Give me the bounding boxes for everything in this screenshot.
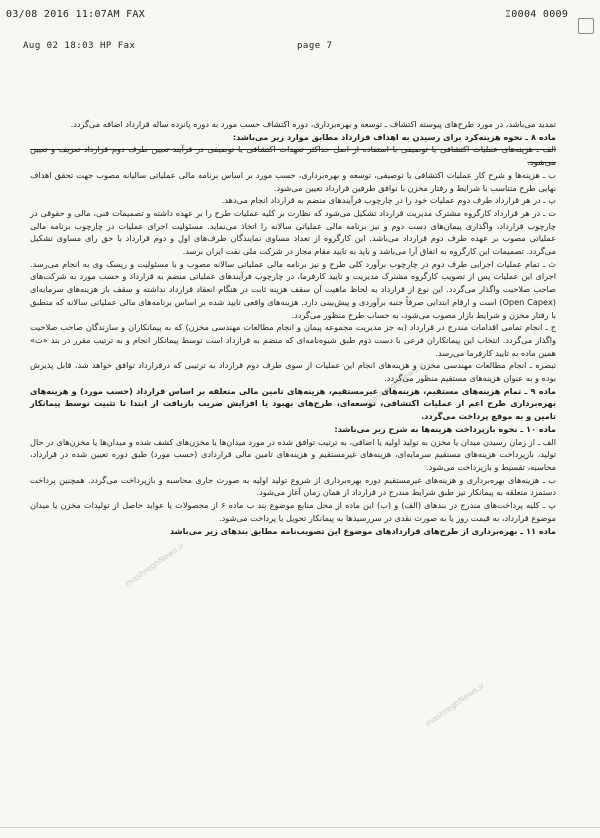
article-11-title: ماده ۱۱ ـ بهره‌برداری از طرح‌های قراردادهای موضوع این تصویب‌نامه مطابق بندهای زیر می‌باشد [169, 525, 556, 536]
watermark: mashreghNews.ir [423, 680, 487, 729]
paragraph: الف ـ از زمان رسیدن میدان یا مخزن به تولید اولیه یا اضافی، به ترتیب توافق شده در مورد میدان‌ها یا مخزن‌های کشف شده و میدان‌ها یا مخزن‌های در حال تولید، بازپرداخت هزینه‌های مستقیم سرمایه‌ای، هزینه‌های غیرمستقیم و هزینه‌های تامین مالی قراردادی (حسب مورد) طبق دوره تعیین شده در قرارداد، محاسبه، تقسیط و بازپرداخت می‌شود. [30, 436, 556, 472]
fax-corner-mark [578, 18, 594, 34]
document-body [30, 118, 556, 537]
fax-header-datetime: 03/08 2016 11:07AM FAX [6, 9, 146, 20]
article-9: ماده ۹ ـ تمام هزینه‌های مستقیم، هزینه‌های غیرمستقیم، هزینه‌های تامین مالی متعلقه بر اساس قرارداد (حسب مورد) و هزینه‌های بهره‌برداری طرح اعم از عملیات اکتشافی، توسعه‌ای، طرح‌های بهبود یا افزایش ضریب بازیافت از ابتدا تا تثبیت توسط پیمانکار تامین و به موقع پرداخت می‌گردد. [30, 385, 556, 422]
paragraph: ت ـ در هر قرارداد کارگروه مشترک مدیریت قرارداد تشکیل می‌شود که نظارت بر کلیه عملیات طرح را بر عهده داشته و تصمیمات فنی، مالی و حقوقی در چارچوب قرارداد، واگذاری پیمان‌های دست دوم و نیز برنامه مالی عملیاتی سالانه را اتخاذ می‌نماید. مسئولیت اجرای عملیات در چارچوب برنامه مالی عملیاتی مصوب بر عهده طرف دوم قرارداد می‌باشد. این کارگروه از تعداد مساوی نمایندگان طرف‌های اول و دوم قرارداد با حق رای مساوی تشکیل می‌گردد. تصمیمات این کارگروه به اتفاق آرا می‌باشد و باید به تایید مقام مجاز در شرکت ملی نفت ایران برسد. [30, 207, 556, 257]
watermark: mashreghNews.ir [123, 540, 187, 589]
paragraph: ث ـ تمام عملیات اجرایی طرف دوم در چارچوب برآورد کلی طرح و نیز برنامه مالی عملیاتی سالانه مصوب و با مسئولیت و ریسک وی به انجام می‌رسد. اجرای این عملیات پس از تصویب کارگروه مشترک مدیریت و تایید کارفرما، در چارچوب فرآیندهای عملیاتی منضم به قرارداد و حسب مورد به شرکت‌های صاحب صلاحیت واگذار می‌گردد. این نوع از قرارداد به لحاظ ماهیت آن سقف هزینه ثابت در هنگام انعقاد قرارداد نداشته و سقف باز هزینه‌های سرمایه‌ای (Open Capex) است و ارقام ابتدایی صرفاً جنبه برآوردی و پیش‌بینی دارد. هزینه‌های واقعی تایید شده بر اساس برنامه‌های مالی عملیاتی سالانه که منطبق با رفتار مخزن و شرایط بازار مصوب می‌شود، به حساب طرح منظور می‌گردد. [30, 258, 556, 320]
paragraph: پ ـ در هر قرارداد طرف دوم عملیات خود را در چارچوب فرآیندهای منضم به قرارداد انجام می‌دهد. [221, 195, 556, 206]
paragraph: تبصره ـ انجام مطالعات مهندسی مخزن و هزینه‌های انجام این عملیات از سوی طرف دوم قرارداد به ترتیبی که درقرارداد توافق خواهد شد، قابل پذیرش بوده و به عنوان هزینه‌های مستقیم منظور می‌گردد. [30, 360, 556, 384]
article-10-title: ماده ۱۰ ـ نحوه بازپرداخت هزینه‌ها به شرح زیر می‌باشد: [334, 423, 556, 434]
fax-sub-header-datetime: Aug 02 18:03 HP Fax [23, 41, 136, 51]
paragraph: ب ـ هزینه‌های بهره‌برداری و هزینه‌های غیرمستقیم دوره بهره‌برداری از شروع تولید اولیه به صورت جاری محاسبه و بازپرداخت می‌گردد. همچنین پرداخت دستمزد متعلقه به پیمانکار نیز طبق شرایط مندرج در قرارداد از همان زمان آغاز می‌شود. [30, 474, 556, 498]
paragraph: ب ـ هزینه‌ها و شرح کار عملیات اکتشافی یا توصیفی، توسعه و بهره‌برداری، حسب مورد بر اساس برنامه مالی عملیاتی سالیانه مصوب جهت تحقق اهداف نهایی طرح متناسب با شرایط و رفتار مخزن با توافق طرفین قرارداد تعیین می‌شود. [30, 169, 556, 193]
fax-header-code: ⑄0004 0009 [505, 9, 569, 20]
watermark: mashreghNews.ir [363, 360, 427, 409]
paragraph-struck: الف ـ هزینه‌های عملیات اکتشافی یا توصیفی با استفاده از اصل حداکثر تعهدات اکتشافی یا توصیفی در فرآیند تعیین طرف دوم قرارداد تعریف و تعیین می‌شود. [30, 144, 556, 168]
paragraph: ج ـ انجام تمامی اقدامات مندرج در قرارداد (به جز مدیریت مجموعه پیمان و انجام مطالعات مهندسی مخزن) که به پیمانکاران و سازندگان صاحب صلاحیت واگذار می‌گردد. انتخاب این پیمانکاران فرعی با دست دوم طبق شیوه‌نامه‌ای که منضم به قرارداد است توسط پیمانکار انجام و به ترتیب مقرر در بند «ت» همین ماده به تایید کارفرما می‌رسد. [30, 322, 556, 358]
fax-page-number: page 7 [297, 41, 333, 51]
article-8-title: ماده ۸ ـ نحوه هزینه‌کرد برای رسیدن به اهداف قرارداد مطابق موارد زیر می‌باشد: [232, 131, 556, 142]
scan-edge-line [0, 827, 600, 828]
paragraph: تمدید می‌باشد، در مورد طرح‌های پیوسته اکتشاف ـ توسعه و بهره‌برداری، دوره اکتشاف حسب مورد به دوره پانزده ساله قرارداد اضافه می‌گردد. [70, 119, 556, 129]
paragraph: پ ـ کلیه پرداخت‌های مندرج در بندهای (الف) و (ب) این ماده از محل منابع موضوع بند ب ماده ۶ از محصولات یا عواید حاصل از تولیدات مخزن یا میدان موضوع قرارداد، به قیمت روز یا به صورت نقدی در سررسیدها به پیمانکار تحویل یا پرداخت می‌شود. [30, 500, 557, 523]
